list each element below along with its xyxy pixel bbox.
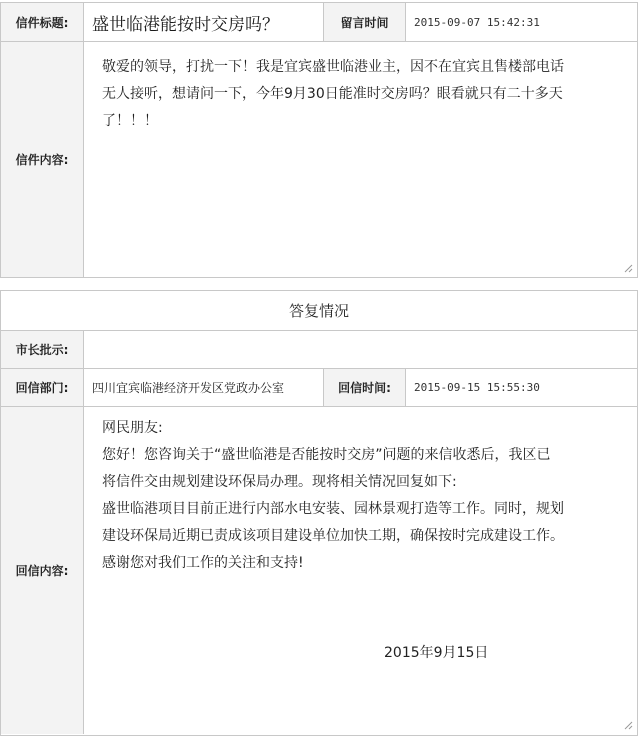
reply-content-label: 回信内容: (1, 407, 84, 734)
letter-content-row (1, 42, 637, 277)
signature-date: 2015年9月15日 (384, 645, 489, 661)
reply-content-row (1, 407, 637, 734)
letter-title-text: 盛世临港能按时交房吗？ (92, 14, 279, 35)
reply-time-text: 2015-09-15 15:55:30 (414, 381, 540, 394)
reply-content-line: 您好！您咨询关于“盛世临港是否能按时交房”问题的来信收悉后，我区已 (102, 447, 551, 463)
mayor-row (1, 331, 637, 369)
mayor-label: 市长批示: (1, 331, 84, 368)
reply-dept-text: 四川宜宾临港经济开发区党政办公室 (92, 381, 285, 395)
resize-grip-icon[interactable] (624, 721, 633, 730)
letter-time (406, 3, 637, 41)
reply-content-line: 感谢您对我们工作的关注和支持! (102, 555, 304, 571)
letter-content-line: 了！！！ (102, 113, 158, 129)
reply-content-line: 将信件交由规划建设环保局办理。现将相关情况回复如下: (102, 474, 457, 490)
letter-content-line: 无人接听，想请问一下，今年9月30日能准时交房吗？眼看就只有二十多天 (102, 86, 563, 102)
reply-content-line: 网民朋友: (102, 420, 163, 436)
reply-time-label: 回信时间: (324, 369, 406, 406)
dept-label: 回信部门: (1, 369, 84, 406)
dept-row (1, 369, 637, 407)
reply-time (406, 369, 637, 406)
reply-content-line: 盛世临港项目目前正进行内部水电安装、园林景观打造等工作。同时，规划 (102, 501, 564, 517)
letter-table (0, 2, 638, 278)
resize-grip-icon[interactable] (624, 264, 633, 273)
letter-content-line: 敬爱的领导，打扰一下！我是宜宾盛世临港业主，因不在宜宾且售楼部电话 (102, 59, 564, 75)
reply-dept (84, 369, 324, 406)
reply-section-title: 答复情况 (1, 291, 637, 331)
title-label: 信件标题: (1, 3, 84, 41)
mayor-value (84, 331, 637, 368)
letter-title-row (1, 3, 637, 42)
reply-table (0, 290, 638, 736)
content-label: 信件内容: (1, 42, 84, 277)
reply-content-line: 建设环保局近期已责成该项目建设单位加快工期，确保按时完成建设工作。 (102, 528, 564, 544)
time-label: 留言时间 (324, 3, 406, 41)
reply-content-textarea[interactable] (84, 407, 637, 734)
letter-title (84, 3, 324, 41)
letter-content-textarea[interactable] (84, 42, 637, 277)
letter-time-text: 2015-09-07 15:42:31 (414, 15, 540, 29)
